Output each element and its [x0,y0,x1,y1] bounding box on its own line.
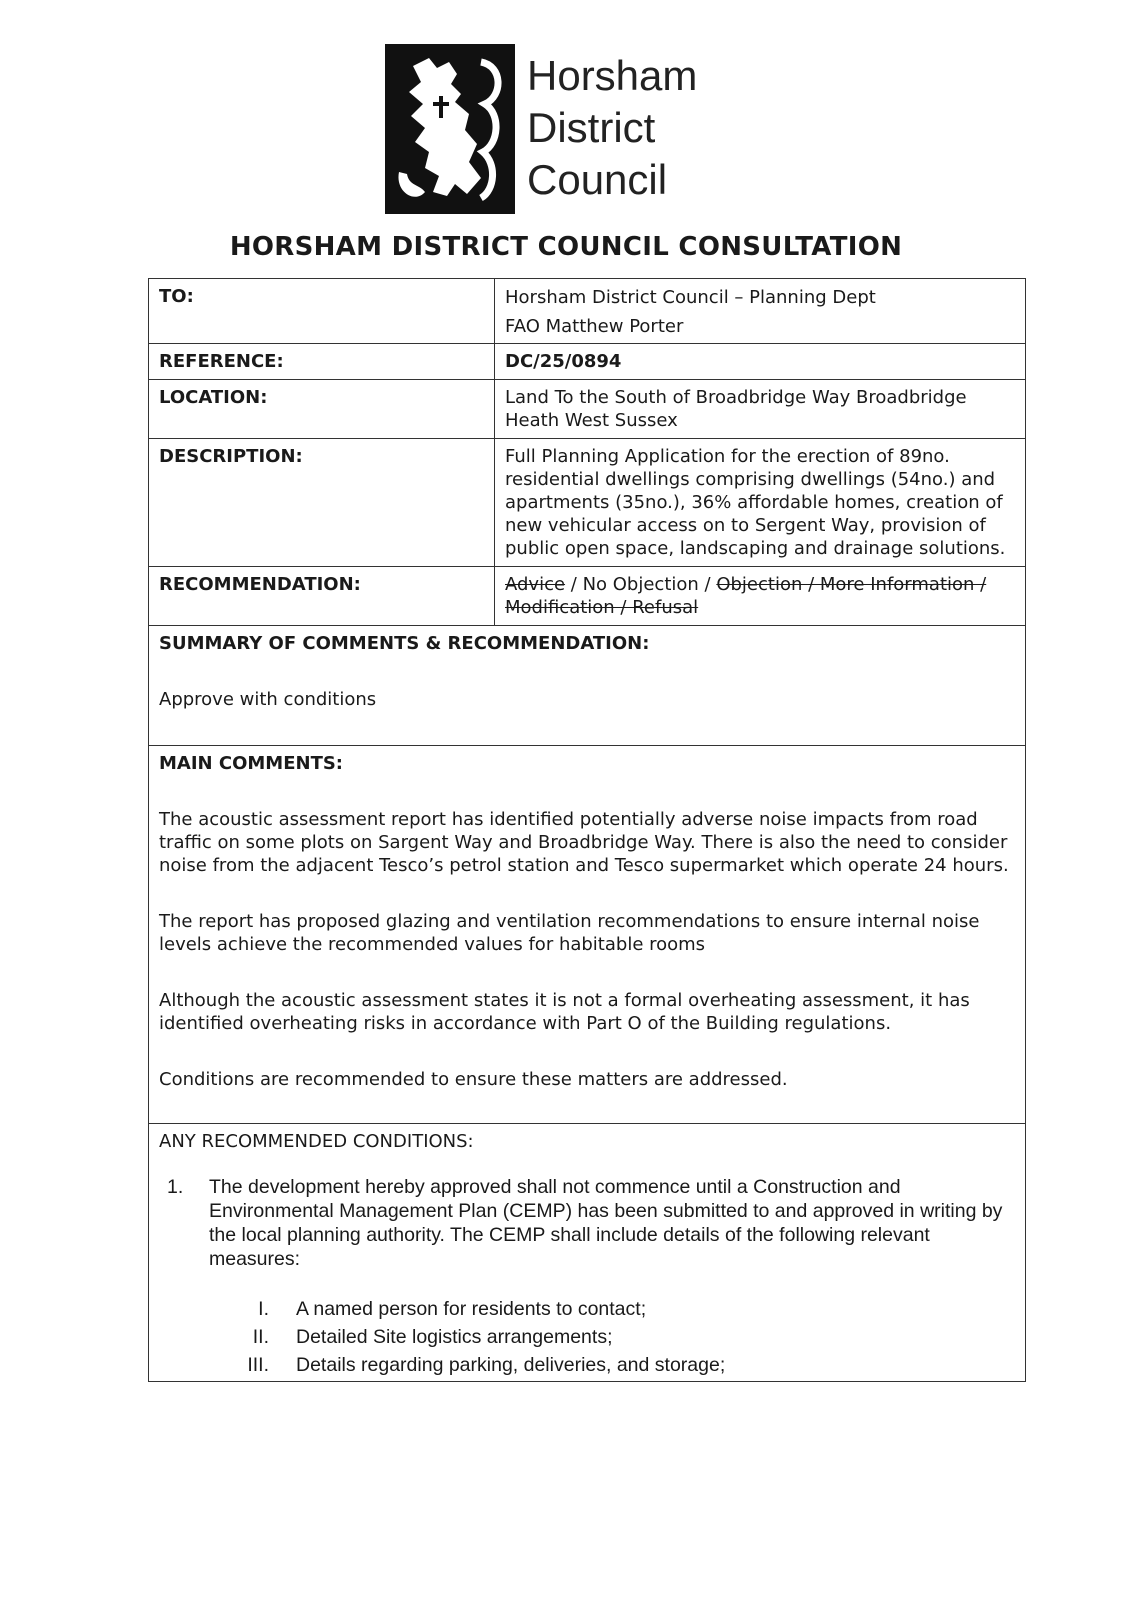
conditions-cell [149,1124,1026,1382]
comment-paragraph-4: Conditions are recommended to ensure these matters are addressed. [159,1069,788,1090]
option-no-objection: No Objection [582,574,699,595]
comment-paragraph-2: The report has proposed glazing and ventilation recommendations to ensure internal noise levels achieve the recommended values for habitable rooms [159,911,980,955]
row-reference [149,344,1026,380]
value-reference: DC/25/0894 [495,344,1026,380]
logo-line-1: Horsham [527,52,698,99]
logo-line-3: Council [527,156,668,203]
row-description [149,439,1026,567]
council-logo [385,44,715,214]
condition-item [159,1175,1015,1271]
row-main-comments [149,746,1026,1124]
row-location [149,380,1026,439]
label-reference: REFERENCE: [149,344,495,380]
label-recommendation: RECOMMENDATION: [149,567,495,626]
logo-wordmark [527,50,697,206]
subitem-text: Detailed Site logistics arrangements; [296,1326,613,1348]
condition-text: The development hereby approved shall not commence until a Construction and Environmental Management Plan (CEMP) has been submitted to and approved in writing by the local planning authority. The CEMP shall include details of the following relevant measures: [209,1176,1003,1270]
to-line-2: FAO Matthew Porter [505,316,684,337]
row-conditions [149,1124,1026,1382]
condition-subitem [159,1297,1015,1321]
summary-cell [149,626,1026,746]
main-comments-heading: MAIN COMMENTS: [159,753,344,774]
subitem-numeral: II. [252,1326,269,1348]
logo-line-2: District [527,104,656,151]
subitem-text: Details regarding parking, deliveries, and storage; [296,1354,726,1376]
value-description: Full Planning Application for the erection of 89no. residential dwellings comprising dwellings (54no.) and apartments (35no.), 36% affordable homes, creation of new vehicular access on to Sergent Way, provision of public open space, landscaping and drainage solutions. [495,439,1026,567]
label-to: TO: [149,279,495,344]
conditions-heading: ANY RECOMMENDED CONDITIONS: [159,1131,474,1152]
consultation-form [148,278,1026,1382]
condition-subitem [159,1353,1015,1377]
comment-paragraph-1: The acoustic assessment report has identified potentially adverse noise impacts from road traffic on some plots on Sargent Way and Broadbridge Way. There is also the need to consider noise from the adjacent Tesco’s petrol station and Tesco supermarket which operate 24 hours. [159,809,1009,876]
conditions-list [159,1175,1015,1377]
label-description: DESCRIPTION: [149,439,495,567]
lion-crest-icon [385,44,515,214]
main-comments-cell [149,746,1026,1124]
option-rest-struck: Objection / More Information / Modification / Refusal [505,574,987,618]
subitem-numeral: III. [247,1354,269,1376]
row-recommendation [149,567,1026,626]
option-advice-struck: Advice [505,574,566,595]
value-location: Land To the South of Broadbridge Way Broadbridge Heath West Sussex [495,380,1026,439]
option-sep-2: / [698,574,717,595]
value-to [495,279,1026,344]
condition-number: 1. [167,1176,184,1198]
row-to [149,279,1026,344]
condition-subitem [159,1325,1015,1349]
label-location: LOCATION: [149,380,495,439]
row-summary [149,626,1026,746]
page-title: HORSHAM DISTRICT COUNCIL CONSULTATION [229,232,903,262]
option-sep-1: / [565,574,583,595]
subitem-numeral: I. [258,1298,269,1320]
comment-paragraph-3: Although the acoustic assessment states it is not a formal overheating assessment, it has identified overheating risks in accordance with Part O of the Building regulations. [159,990,970,1034]
value-recommendation [495,567,1026,626]
to-line-1: Horsham District Council – Planning Dept [505,287,876,308]
summary-heading: SUMMARY OF COMMENTS & RECOMMENDATION: [159,633,650,654]
subitem-text: A named person for residents to contact; [296,1298,647,1320]
summary-text: Approve with conditions [159,689,377,710]
